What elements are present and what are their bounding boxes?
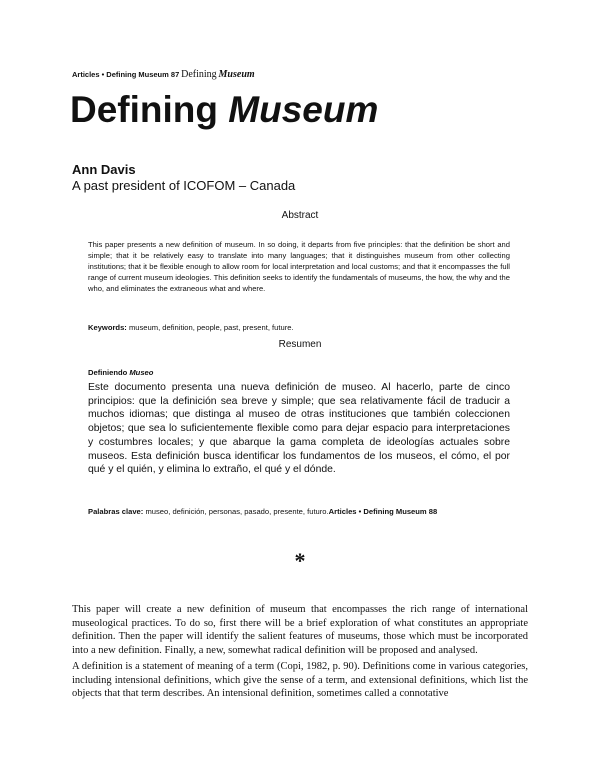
running-head-museum: Museum — [218, 69, 255, 80]
palabras-clave — [88, 507, 510, 517]
author-affiliation: A past president of ICOFOM – Canada — [72, 178, 296, 193]
keywords — [88, 323, 510, 333]
resumen-title-plain: Definiendo — [88, 368, 128, 377]
running-head — [72, 69, 255, 80]
abstract-heading: Abstract — [281, 210, 319, 221]
author-name: Ann Davis — [72, 162, 136, 177]
page-title — [70, 88, 378, 132]
running-head-defining: Defining — [181, 69, 217, 80]
title-italic: Museum — [228, 89, 379, 130]
body-paragraph: This paper will create a new definition of museum that encompasses the rich range of international museological practices. To do so, first there will be a brief exploration of what constitutes an appropriate definition. Then the paper will identify the salient features of museums, those which must be incorporated into a new definition. Finally, a new, somewhat radical definition will be proposed and analysed. — [72, 604, 528, 656]
resumen-title — [88, 368, 510, 377]
resumen-body: Este documento presenta una nueva definición de museo. Al hacerlo, parte de cinco principios: que la definición sea breve y simple; que sea relativamente fácil de traducir a muchos idiomas; que distinga al museo de otras instituciones que también coleccionen objetos; que sea lo suficientemente flexible como para dejar espacio para interpretaciones y costumbres locales; y que abarque la gama completa de ideologías actuales sobre museos. Esta definición busca identificar los fundamentos de los museos, el cómo, el por qué y el quién, y elimina lo extraño, el qué y el dónde. — [88, 382, 510, 476]
body-paragraph: A definition is a statement of meaning of a term (Copi, 1982, p. 90). Definitions come in various categories, including intensional definitions, which give the sense of a term, and extensional definitions, which list the objects that that term describes. An intensional definition, sometimes called a connotative — [72, 661, 528, 700]
resumen-heading: Resumen — [278, 339, 322, 350]
palabras-label: Palabras clave: — [88, 507, 144, 516]
running-head-journal: Articles • Defining Museum 87 — [72, 70, 180, 79]
keywords-label: Keywords: — [88, 323, 127, 332]
abstract-body: This paper presents a new definition of museum. In so doing, it departs from five principles: that the definition be short and simple; that it be relatively easy to translate into many languages; that it distinguishes museum from other collecting institutions; that it be flexible enough to allow room for local interpretation and local customs; and that it encompasses the full range of current museum ideologies. This definition seeks to identify the fundamentals of museums, the how, the why and the who, and eliminates the extraneous what and where. — [88, 240, 510, 293]
resumen-footer-label: Articles • Defining Museum 88 — [328, 507, 438, 516]
section-separator: * — [294, 548, 306, 573]
keywords-list: museum, definition, people, past, present, future. — [128, 323, 294, 332]
resumen-title-italic: Museo — [129, 368, 154, 377]
palabras-list: museo, definición, personas, pasado, presente, futuro. — [145, 507, 329, 516]
title-plain: Defining — [70, 89, 218, 130]
